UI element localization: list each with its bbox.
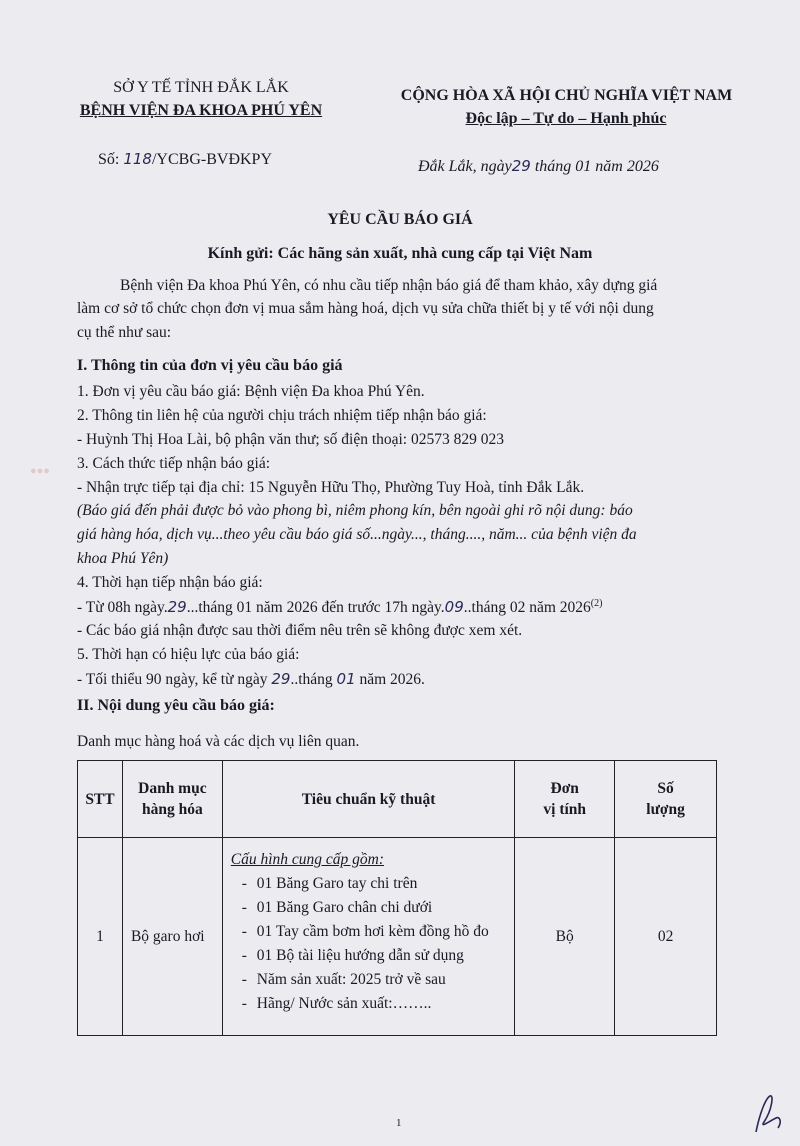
table-row: [78, 838, 717, 1036]
document-number: Số: 118/YCBG-BVĐKPY: [98, 150, 272, 168]
spec-item: - 01 Tay cầm bơm hơi kèm đồng hồ đo: [231, 920, 509, 944]
agency-name: SỞ Y TẾ TỈNH ĐẮK LẮK: [113, 79, 289, 96]
intro-line-3: cụ thể như sau:: [77, 324, 172, 341]
section-1-item-5: 5. Thời hạn có hiệu lực của báo giá:: [77, 646, 300, 663]
page-number: 1: [396, 1117, 402, 1129]
footnote-marker: (2): [590, 598, 603, 609]
section-1-item-4: 4. Thời hạn tiếp nhận báo giá:: [77, 574, 263, 591]
contact-person: - Huỳnh Thị Hoa Lài, bộ phận văn thư; số điện thoại: 02573 829 023: [77, 431, 504, 448]
row-spec: [222, 838, 515, 1036]
section-1-heading: I. Thông tin của đơn vị yêu cầu báo giá: [77, 357, 343, 374]
late-quote-note: - Các báo giá nhận được sau thời điểm nêu trên sẽ không được xem xét.: [77, 622, 523, 639]
receiving-deadline: - Từ 08h ngày.29...tháng 01 năm 2026 đến trước 17h ngày.09..tháng 02 năm 2026$^{(2)}$: [77, 598, 603, 617]
handwritten-start-day: 29: [167, 598, 187, 617]
spec-item: - Năm sản xuất: 2025 trở về sau: [231, 968, 509, 992]
receiving-address: - Nhận trực tiếp tại địa chỉ: 15 Nguyễn Hữu Thọ, Phường Tuy Hoà, tỉnh Đắk Lắk.: [77, 479, 585, 496]
validity-period: - Tối thiểu 90 ngày, kể từ ngày 29..tháng 01 năm 2026.: [77, 670, 425, 688]
table-header-row: [78, 761, 717, 838]
recipient-line: Kính gửi: Các hãng sản xuất, nhà cung cấp tại Việt Nam: [207, 245, 593, 262]
envelope-note-line-3: khoa Phú Yên): [77, 550, 169, 567]
spec-item: - 01 Bộ tài liệu hướng dẫn sử dụng: [231, 944, 509, 968]
hospital-name: BỆNH VIỆN ĐA KHOA PHÚ YÊN: [79, 102, 323, 119]
national-motto: Độc lập – Tự do – Hạnh phúc: [465, 110, 667, 127]
section-1-item-1: 1. Đơn vị yêu cầu báo giá: Bệnh viện Đa khoa Phú Yên.: [77, 383, 425, 400]
national-title: CỘNG HÒA XÃ HỘI CHỦ NGHĨA VIỆT NAM: [400, 87, 733, 104]
section-1-item-3: 3. Cách thức tiếp nhận báo giá:: [77, 455, 271, 472]
row-unit: Bộ: [515, 838, 615, 1036]
handwritten-validity-month: 01: [336, 670, 356, 688]
row-stt: 1: [78, 838, 123, 1036]
spec-title: Cấu hình cung cấp gồm:: [230, 851, 385, 868]
spec-list: [231, 872, 509, 1016]
row-quantity: 02: [615, 838, 717, 1036]
header-category: Danh mục hàng hóa: [122, 761, 222, 838]
spec-item: - 01 Băng Garo tay chi trên: [231, 872, 509, 896]
envelope-note-line-1: (Báo giá đến phải được bỏ vào phong bì, niêm phong kín, bên ngoài ghi rõ nội dung: báo: [77, 502, 633, 519]
row-category: Bộ garo hơi: [122, 838, 222, 1036]
document-date: Đắk Lắk, ngày29 tháng 01 năm 2026: [418, 157, 659, 175]
header-unit: Đơn vị tính: [515, 761, 615, 838]
section-2-lead: Danh mục hàng hoá và các dịch vụ liên quan.: [77, 733, 360, 750]
faint-stamp-mark: ●●●: [30, 465, 50, 477]
header-quantity: Số lượng: [615, 761, 717, 838]
handwritten-date-day: 29: [511, 157, 531, 175]
section-1-item-2: 2. Thông tin liên hệ của người chịu trách nhiệm tiếp nhận báo giá:: [77, 407, 487, 424]
handwritten-doc-number: 118: [123, 150, 152, 168]
document-title: YÊU CẦU BÁO GIÁ: [327, 211, 473, 228]
spec-item: - Hãng/ Nước sản xuất:……..: [231, 992, 509, 1016]
section-2-heading: II. Nội dung yêu cầu báo giá:: [77, 697, 275, 714]
items-table: [77, 760, 717, 1036]
header-spec: Tiêu chuẩn kỹ thuật: [222, 761, 515, 838]
intro-line-1: Bệnh viện Đa khoa Phú Yên, có nhu cầu tiếp nhận báo giá để tham khảo, xây dựng giá: [120, 277, 658, 294]
handwritten-end-day: 09: [444, 598, 464, 617]
handwritten-validity-day: 29: [271, 670, 291, 688]
header-stt: STT: [78, 761, 123, 838]
envelope-note-line-2: giá hàng hóa, dịch vụ...theo yêu cầu báo giá số...ngày..., tháng...., năm... của bệnh viện đa: [77, 526, 637, 543]
intro-line-2: làm cơ sở tổ chức chọn đơn vị mua sắm hàng hoá, dịch vụ sửa chữa thiết bị y tế với nội dung: [77, 300, 654, 317]
spec-item: - 01 Băng Garo chân chi dưới: [231, 896, 509, 920]
handwritten-initials: [748, 1092, 788, 1138]
